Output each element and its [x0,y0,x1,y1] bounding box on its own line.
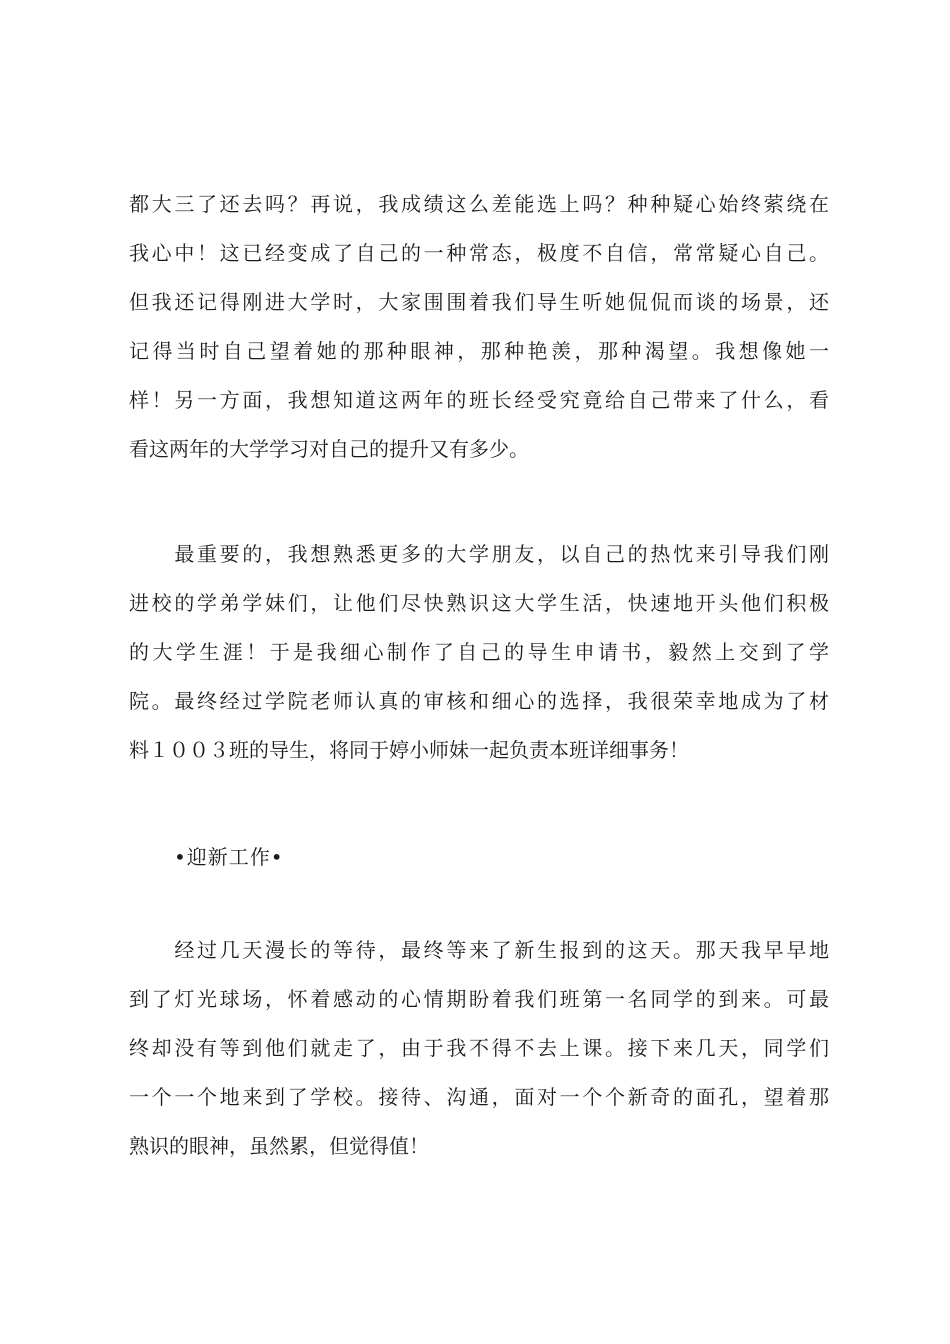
text-line: 样！另一方面，我想知道这两年的班长经受究竟给自己带来了什么，看 [129,388,829,412]
text-line: 料１００３班的导生，将同于婷小师妹一起负责本班详细事务！ [129,738,689,762]
text-line: 的大学生涯！于是我细心制作了自己的导生申请书，毅然上交到了学 [129,640,829,664]
text-line: 院。最终经过学院老师认真的审核和细心的选择，我很荣幸地成为了材 [129,689,829,713]
text-line: 熟识的眼神，虽然累，但觉得值！ [129,1134,429,1158]
paragraph-3 [129,926,829,1171]
text-line: 进校的学弟学妹们，让他们尽快熟识这大学生活，快速地开头他们积极 [129,591,829,615]
text-line: 最重要的，我想熟悉更多的大学朋友，以自己的热忱来引导我们刚 [129,542,829,566]
text-line: 看这两年的大学学习对自己的提升又有多少。 [129,437,529,461]
paragraph-2 [129,530,829,775]
text-line: 一个一个地来到了学校。接待、沟通，面对一个个新奇的面孔，望着那 [129,1085,829,1109]
text-line: 到了灯光球场，怀着感动的心情期盼着我们班第一名同学的到来。可最 [129,987,829,1011]
text-line: 都大三了还去吗？再说，我成绩这么差能选上吗？种种疑心始终萦绕在 [129,192,829,216]
text-line: 但我还记得刚进大学时，大家围围着我们导生听她侃侃而谈的场景，还 [129,290,829,314]
section-heading: •迎新工作• [174,845,284,869]
text-line: 终却没有等到他们就走了，由于我不得不去上课。接下来几天，同学们 [129,1036,829,1060]
text-line: 我心中！这已经变成了自己的一种常态，极度不自信，常常疑心自己。 [129,241,829,265]
paragraph-1 [129,180,829,474]
text-line: 记得当时自己望着她的那种眼神，那种艳羡，那种渴望。我想像她一 [129,339,829,363]
text-line: 经过几天漫长的等待，最终等来了新生报到的这天。那天我早早地 [129,938,829,962]
